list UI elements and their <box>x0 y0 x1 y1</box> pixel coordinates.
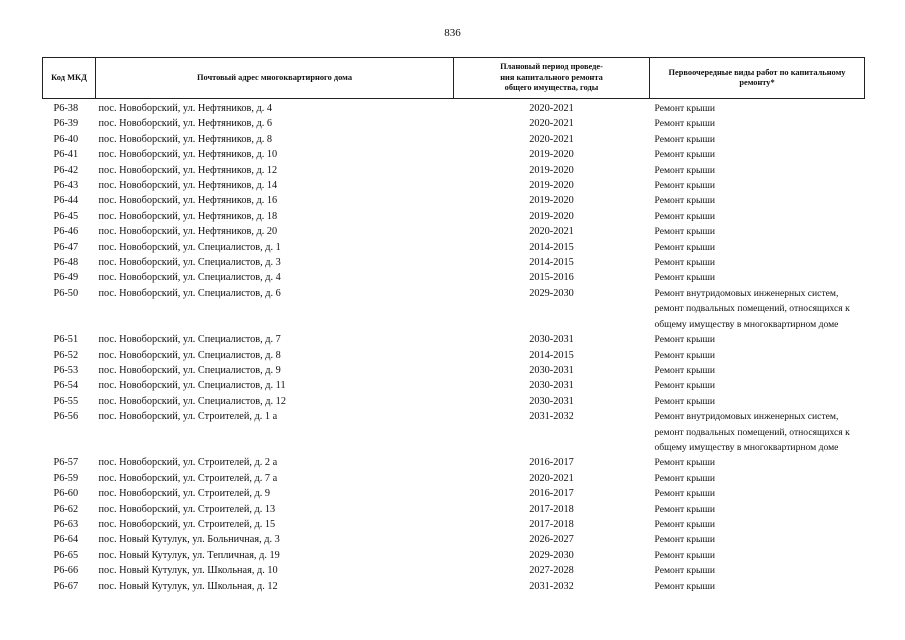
mkd-code-cell: Р6-56 <box>53 411 79 423</box>
works-cell: Ремонт крыши <box>654 118 715 130</box>
works-cell: Ремонт крыши <box>654 503 715 515</box>
period-cell: 2020-2021 <box>529 103 574 114</box>
works-cell: Ремонт крыши <box>654 565 715 577</box>
works-cell: Ремонт крыши <box>654 395 715 407</box>
address-cell: пос. Новоборский, ул. Специалистов, д. 9 <box>98 364 281 376</box>
works-cell: Ремонт внутридомовых инженерных систем, ремонт подвальных помещений, относящихся к общему имуществу в многоквартирном доме <box>654 411 850 453</box>
address-cell: пос. Новоборский, ул. Специалистов, д. 3 <box>98 257 281 269</box>
table-row <box>43 502 865 517</box>
table-row <box>43 132 865 147</box>
table-row <box>43 209 865 224</box>
mkd-code-cell: Р6-42 <box>53 164 79 176</box>
address-cell: пос. Новоборский, ул. Специалистов, д. 4 <box>98 272 281 284</box>
address-cell: пос. Новоборский, ул. Специалистов, д. 8 <box>98 349 281 361</box>
mkd-code-cell: Р6-60 <box>53 488 79 500</box>
table-row <box>43 101 865 116</box>
header-period: Плановый период проведе- ния капитального ремонта общего имущества, годы <box>454 58 650 99</box>
address-cell: пос. Новоборский, ул. Специалистов, д. 11 <box>98 380 286 392</box>
table-row <box>43 394 865 409</box>
works-cell: Ремонт крыши <box>654 241 715 253</box>
mkd-code-cell: Р6-63 <box>53 518 79 530</box>
mkd-code-cell: Р6-49 <box>53 272 79 284</box>
table-row <box>43 193 865 208</box>
table-row <box>43 270 865 285</box>
address-cell: пос. Новоборский, ул. Строителей, д. 7 а <box>98 472 278 484</box>
housing-registry-table <box>42 57 865 594</box>
table-row <box>43 409 865 455</box>
mkd-code-cell: Р6-59 <box>53 472 79 484</box>
table-row <box>43 147 865 162</box>
works-cell: Ремонт крыши <box>654 195 715 207</box>
mkd-code-cell: Р6-51 <box>53 334 79 346</box>
mkd-code-cell: Р6-55 <box>53 395 79 407</box>
address-cell: пос. Новоборский, ул. Строителей, д. 9 <box>98 488 271 500</box>
table-row <box>43 471 865 486</box>
works-cell: Ремонт крыши <box>654 518 715 530</box>
period-cell: 2019-2020 <box>529 164 574 176</box>
works-cell: Ремонт крыши <box>654 149 715 161</box>
works-cell: Ремонт крыши <box>654 534 715 546</box>
period-cell: 2019-2020 <box>529 210 574 222</box>
mkd-code-cell: Р6-48 <box>53 257 79 269</box>
works-cell: Ремонт крыши <box>654 580 715 592</box>
period-cell: 2027-2028 <box>529 565 574 577</box>
works-cell: Ремонт крыши <box>654 210 715 222</box>
works-cell: Ремонт крыши <box>654 103 715 114</box>
period-cell: 2030-2031 <box>529 380 574 392</box>
address-cell: пос. Новый Кутулук, ул. Школьная, д. 10 <box>98 565 278 577</box>
address-cell: пос. Новоборский, ул. Нефтяников, д. 8 <box>98 133 273 145</box>
period-cell: 2015-2016 <box>529 272 574 284</box>
table-body <box>43 101 865 594</box>
address-cell: пос. Новоборский, ул. Нефтяников, д. 20 <box>98 226 278 238</box>
header-code: Код МКД <box>43 58 96 99</box>
address-cell: пос. Новый Кутулук, ул. Школьная, д. 12 <box>98 580 278 592</box>
period-cell: 2020-2021 <box>529 226 574 238</box>
period-cell: 2019-2020 <box>529 149 574 161</box>
period-cell: 2030-2031 <box>529 364 574 376</box>
table-row <box>43 548 865 563</box>
table-row <box>43 455 865 470</box>
address-cell: пос. Новоборский, ул. Специалистов, д. 12 <box>98 395 286 407</box>
table-row <box>43 348 865 363</box>
period-cell: 2029-2030 <box>529 549 574 561</box>
period-cell: 2016-2017 <box>529 488 574 500</box>
table-row <box>43 363 865 378</box>
address-cell: пос. Новоборский, ул. Нефтяников, д. 12 <box>98 164 278 176</box>
address-cell: пос. Новоборский, ул. Строителей, д. 13 <box>98 503 276 515</box>
page-number: 836 <box>444 27 461 39</box>
table-row <box>43 378 865 393</box>
period-cell: 2026-2027 <box>529 534 574 546</box>
works-cell: Ремонт крыши <box>654 334 715 346</box>
mkd-code-cell: Р6-45 <box>53 210 79 222</box>
mkd-code-cell: Р6-53 <box>53 364 79 376</box>
period-cell: 2016-2017 <box>529 457 574 469</box>
works-cell: Ремонт крыши <box>654 272 715 284</box>
works-cell: Ремонт крыши <box>654 488 715 500</box>
mkd-code-cell: Р6-50 <box>53 287 79 299</box>
mkd-code-cell: Р6-57 <box>53 457 79 469</box>
works-cell: Ремонт крыши <box>654 349 715 361</box>
mkd-code-cell: Р6-65 <box>53 549 79 561</box>
table-row <box>43 579 865 594</box>
works-cell: Ремонт крыши <box>654 457 715 469</box>
works-cell: Ремонт крыши <box>654 364 715 376</box>
period-cell: 2029-2030 <box>529 287 574 299</box>
period-cell: 2031-2032 <box>529 580 574 592</box>
mkd-code-cell: Р6-62 <box>53 503 79 515</box>
mkd-code-cell: Р6-66 <box>53 565 79 577</box>
table-row <box>43 224 865 239</box>
table-row <box>43 255 865 270</box>
works-cell: Ремонт крыши <box>654 164 715 176</box>
works-cell: Ремонт внутридомовых инженерных систем, ремонт подвальных помещений, относящихся к общему имуществу в многоквартирном доме <box>654 287 850 330</box>
address-cell: пос. Новоборский, ул. Нефтяников, д. 6 <box>98 118 273 130</box>
mkd-code-cell: Р6-64 <box>53 534 79 546</box>
table-row <box>43 240 865 255</box>
address-cell: пос. Новоборский, ул. Нефтяников, д. 18 <box>98 210 278 222</box>
address-cell: пос. Новоборский, ул. Нефтяников, д. 10 <box>98 149 278 161</box>
table-row <box>43 532 865 547</box>
address-cell: пос. Новоборский, ул. Нефтяников, д. 16 <box>98 195 278 207</box>
mkd-code-cell: Р6-67 <box>53 580 79 592</box>
period-cell: 2030-2031 <box>529 334 574 346</box>
works-cell: Ремонт крыши <box>654 472 715 484</box>
works-cell: Ремонт крыши <box>654 257 715 269</box>
period-cell: 2020-2021 <box>529 118 574 130</box>
mkd-code-cell: Р6-46 <box>53 226 79 238</box>
mkd-code-cell: Р6-39 <box>53 118 79 130</box>
period-cell: 2014-2015 <box>529 241 574 253</box>
period-cell: 2031-2032 <box>529 411 574 423</box>
address-cell: пос. Новоборский, ул. Строителей, д. 15 <box>98 518 276 530</box>
period-cell: 2014-2015 <box>529 257 574 269</box>
period-cell: 2017-2018 <box>529 518 574 530</box>
table-header <box>43 58 865 102</box>
mkd-code-cell: Р6-47 <box>53 241 79 253</box>
period-cell: 2019-2020 <box>529 180 574 192</box>
mkd-code-cell: Р6-43 <box>53 180 79 192</box>
period-cell: 2014-2015 <box>529 349 574 361</box>
mkd-code-cell: Р6-38 <box>53 103 79 114</box>
address-cell: пос. Новоборский, ул. Строителей, д. 2 а <box>98 457 278 469</box>
table-row <box>43 178 865 193</box>
period-cell: 2019-2020 <box>529 195 574 207</box>
table-row <box>43 286 865 332</box>
header-address: Почтовый адрес многоквартирного дома <box>96 58 454 99</box>
table-row <box>43 563 865 578</box>
table-row <box>43 517 865 532</box>
period-cell: 2017-2018 <box>529 503 574 515</box>
table-row <box>43 486 865 501</box>
works-cell: Ремонт крыши <box>654 133 715 145</box>
period-cell: 2020-2021 <box>529 133 574 145</box>
address-cell: пос. Новоборский, ул. Специалистов, д. 6 <box>98 287 281 299</box>
period-cell: 2020-2021 <box>529 472 574 484</box>
works-cell: Ремонт крыши <box>654 549 715 561</box>
mkd-code-cell: Р6-54 <box>53 380 79 392</box>
works-cell: Ремонт крыши <box>654 380 715 392</box>
mkd-code-cell: Р6-52 <box>53 349 79 361</box>
address-cell: пос. Новый Кутулук, ул. Больничная, д. 3 <box>98 534 280 546</box>
address-cell: пос. Новоборский, ул. Нефтяников, д. 14 <box>98 180 278 192</box>
table-row <box>43 163 865 178</box>
address-cell: пос. Новоборский, ул. Нефтяников, д. 4 <box>98 103 273 114</box>
address-cell: пос. Новый Кутулук, ул. Тепличная, д. 19 <box>98 549 280 561</box>
mkd-code-cell: Р6-41 <box>53 149 79 161</box>
mkd-code-cell: Р6-40 <box>53 133 79 145</box>
address-cell: пос. Новоборский, ул. Специалистов, д. 7 <box>98 334 281 346</box>
works-cell: Ремонт крыши <box>654 226 715 238</box>
mkd-code-cell: Р6-44 <box>53 195 79 207</box>
address-cell: пос. Новоборский, ул. Строителей, д. 1 а <box>98 411 278 423</box>
header-works: Первоочередные виды работ по капитальному ремонту* <box>650 58 865 99</box>
table-row <box>43 116 865 131</box>
table-row <box>43 332 865 347</box>
period-cell: 2030-2031 <box>529 395 574 407</box>
address-cell: пос. Новоборский, ул. Специалистов, д. 1 <box>98 241 281 253</box>
works-cell: Ремонт крыши <box>654 180 715 192</box>
